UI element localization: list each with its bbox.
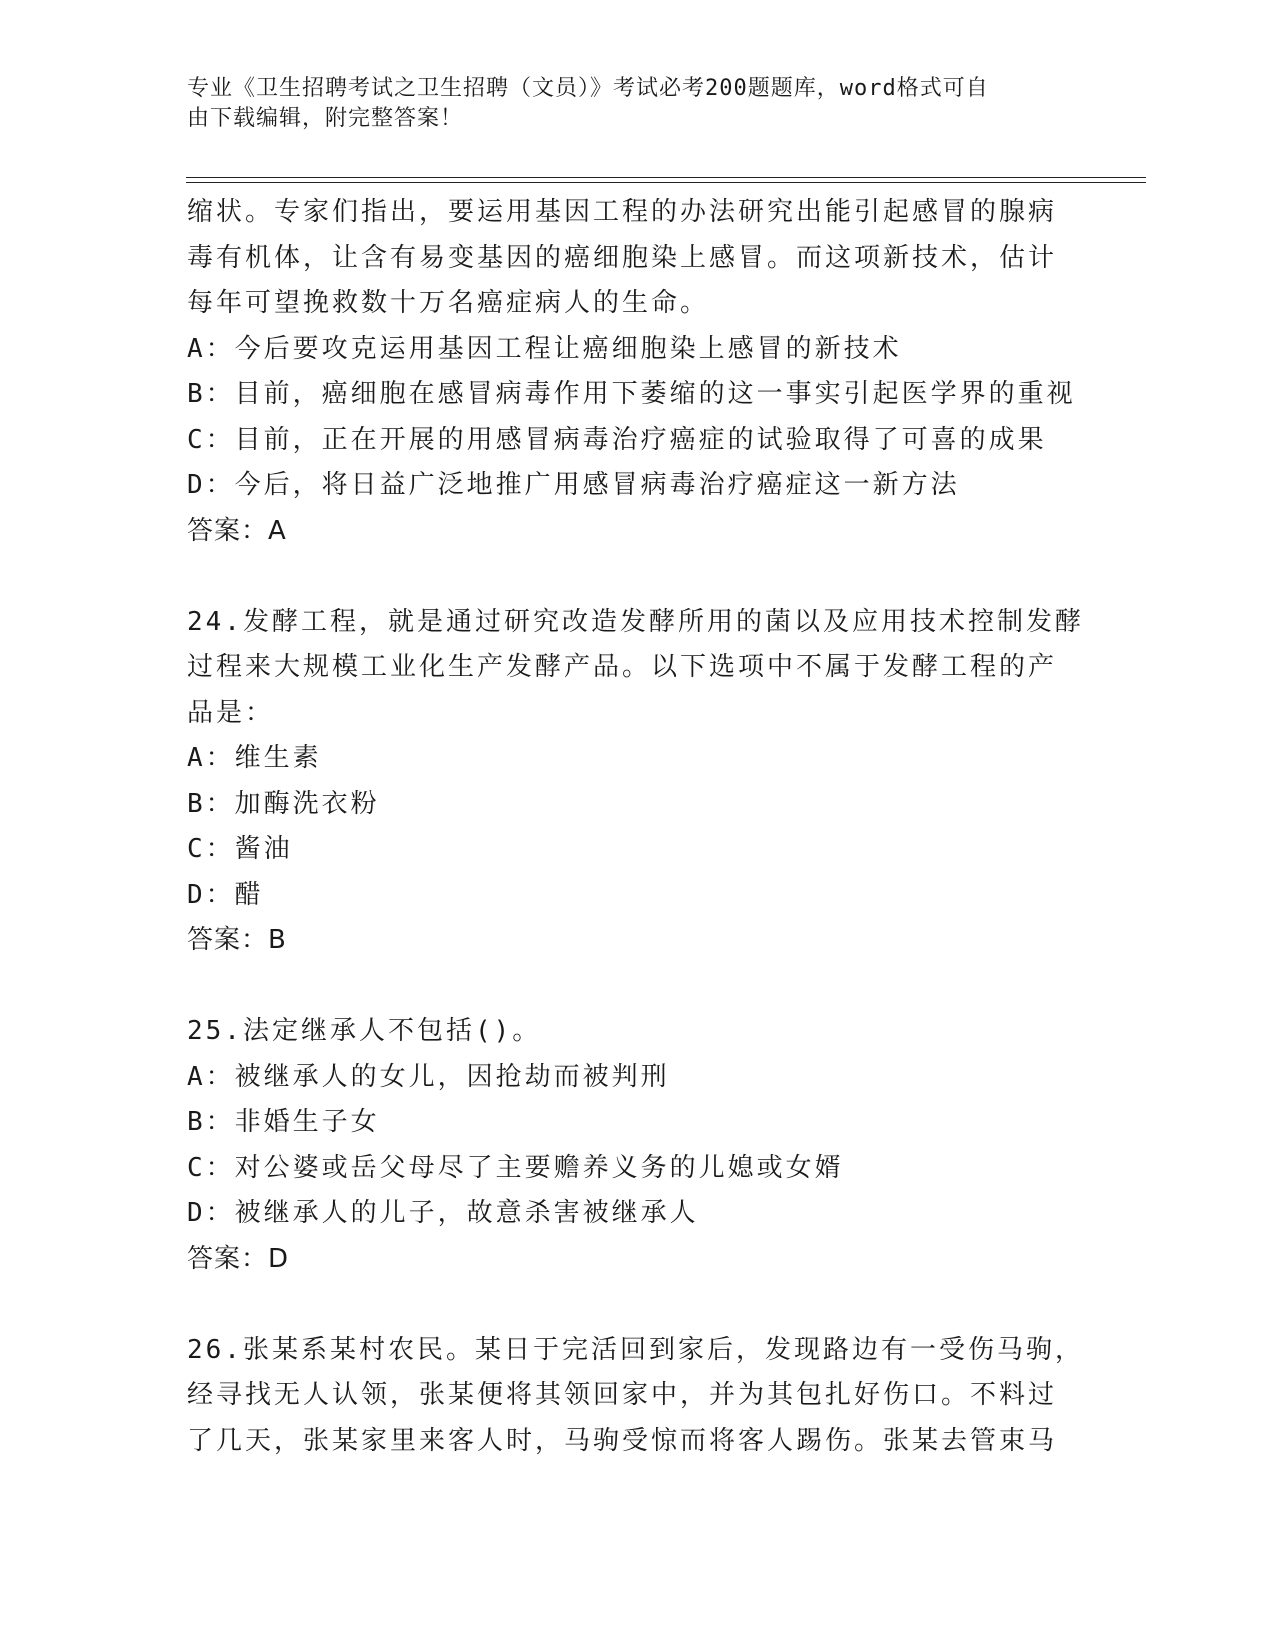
answer-line: 答案：B [187, 925, 287, 955]
spacer [187, 1282, 1087, 1328]
question-stem-line: 24.发酵工程，就是通过研究改造发酵所用的菌以及应用技术控制发酵 [187, 606, 1084, 637]
question-stem-line: 缩状。专家们指出，要运用基因工程的办法研究出能引起感冒的腺病 [187, 197, 1058, 227]
header-divider-bottom [186, 182, 1146, 183]
option-d: D：被继承人的儿子，故意杀害被继承人 [187, 1198, 699, 1228]
question-stem-line: 经寻找无人认领，张某便将其领回家中，并为其包扎好伤口。不料过 [187, 1380, 1058, 1410]
question-stem-line: 品是： [187, 697, 275, 728]
option-b: B：非婚生子女 [187, 1107, 380, 1137]
document-header [187, 74, 1067, 134]
spacer [187, 964, 1087, 1010]
answer-line: 答案：D [187, 1243, 290, 1274]
option-d: D：今后，将日益广泛地推广用感冒病毒治疗癌症这一新方法 [187, 470, 960, 500]
question-26 [187, 1328, 1087, 1465]
question-25 [187, 1009, 1087, 1282]
option-c: C：对公婆或岳父母尽了主要赡养义务的儿媳或女婿 [187, 1152, 844, 1183]
answer-line: 答案：A [187, 515, 287, 546]
document-body [187, 190, 1087, 1464]
option-b: B：加酶洗衣粉 [187, 788, 380, 819]
question-stem-line: 25.法定继承人不包括()。 [187, 1016, 542, 1046]
question-23 [187, 190, 1087, 554]
question-24 [187, 600, 1087, 964]
option-a: A：维生素 [187, 743, 322, 773]
question-stem-line: 每年可望挽救数十万名癌症病人的生命。 [187, 288, 710, 318]
question-stem-line: 26.张某系某村农民。某日于完活回到家后，发现路边有一受伤马驹， [187, 1334, 1084, 1365]
option-d: D：醋 [187, 879, 264, 910]
option-c: C：目前，正在开展的用感冒病毒治疗癌症的试验取得了可喜的成果 [187, 424, 1047, 455]
question-stem-line: 毒有机体，让含有易变基因的癌细胞染上感冒。而这项新技术，估计 [187, 242, 1058, 273]
question-stem-line: 了几天，张某家里来客人时，马驹受惊而将客人踢伤。张某去管束马 [187, 1425, 1058, 1456]
header-divider-top [186, 177, 1146, 178]
header-line-2: 由下载编辑，附完整答案！ [187, 106, 464, 131]
option-a: A：今后要攻克运用基因工程让癌细胞染上感冒的新技术 [187, 333, 902, 364]
header-line-1: 专业《卫生招聘考试之卫生招聘（文员）》考试必考200题题库，word格式可自 [187, 76, 989, 101]
option-a: A：被继承人的女儿，因抢劫而被判刑 [187, 1061, 670, 1092]
spacer [187, 554, 1087, 600]
option-c: C：酱油 [187, 834, 293, 864]
option-b: B：目前，癌细胞在感冒病毒作用下萎缩的这一事实引起医学界的重视 [187, 379, 1076, 409]
question-stem-line: 过程来大规模工业化生产发酵产品。以下选项中不属于发酵工程的产 [187, 652, 1058, 682]
